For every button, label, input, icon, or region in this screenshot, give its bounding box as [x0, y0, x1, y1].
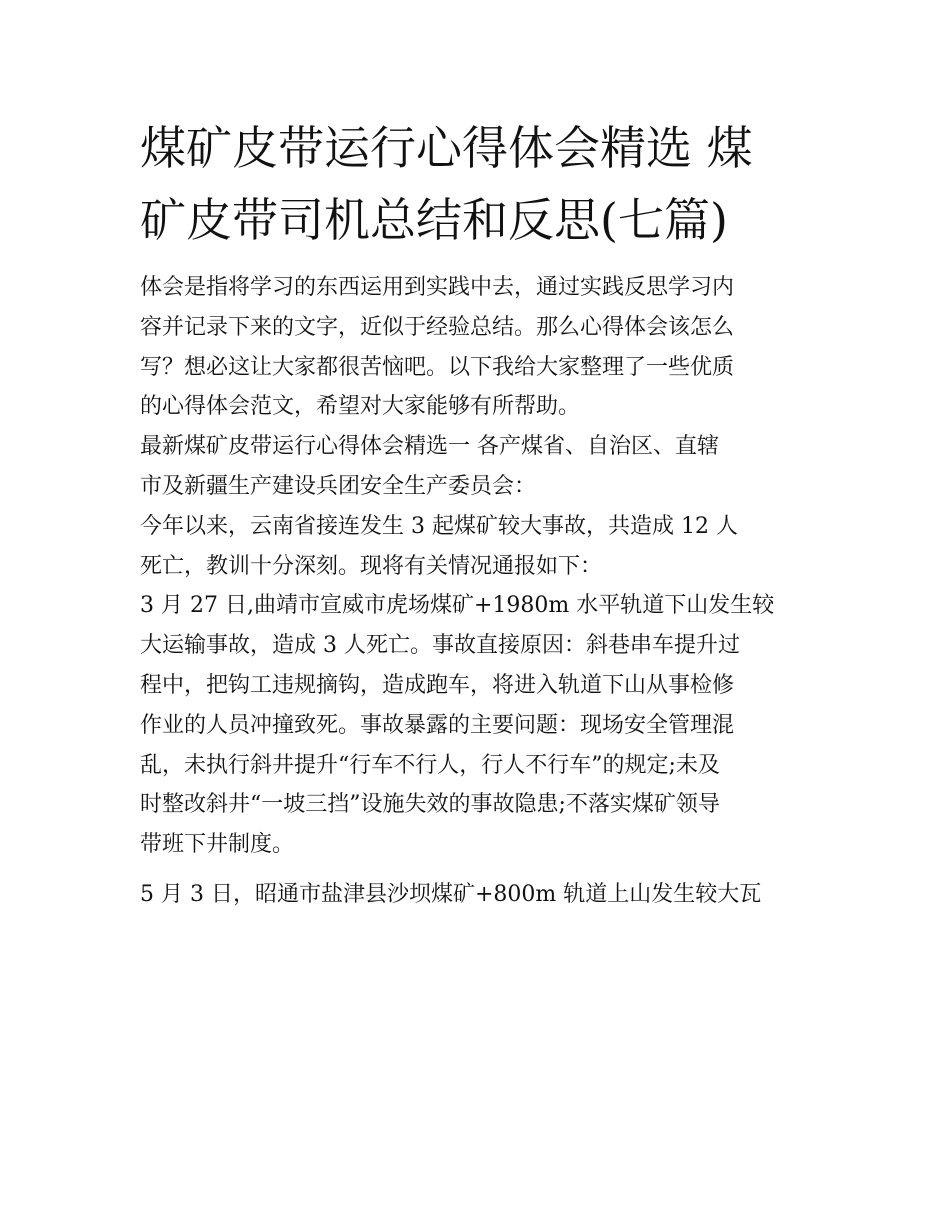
text-line: 带班下井制度。 [140, 832, 295, 858]
text-line: 5 月 3 日，昭通市盐津县沙坝煤矿+800m 轨道上山发生较大瓦 [140, 881, 762, 907]
text-line: 时整改斜井“一坡三挡”设施失效的事故隐患;不落实煤矿领导 [140, 792, 720, 818]
text-line: 容并记录下来的文字，近似于经验总结。那么心得体会该怎么 [140, 314, 735, 340]
title-line: 矿皮带司机总结和反思(七篇) [140, 193, 728, 247]
text-line: 程中，把钩工违规摘钩，造成跑车，将进入轨道下山从事检修 [140, 672, 735, 698]
document-page [140, 112, 812, 915]
text-line: 死亡，教训十分深刻。现将有关情况通报如下： [140, 553, 603, 579]
text-line: 市及新疆生产建设兵团安全生产委员会： [140, 473, 537, 499]
text-line: 3 月 27 日,曲靖市宣威市虎场煤矿+1980m 水平轨道下山发生较 [140, 593, 775, 619]
summary-paragraph [140, 507, 812, 587]
text-line: 乱，未执行斜井提升“行车不行人，行人不行车”的规定;未及 [140, 752, 720, 778]
section-heading-paragraph [140, 427, 812, 507]
text-line: 写？想必这让大家都很苦恼吧。以下我给大家整理了一些优质 [140, 354, 735, 380]
incident-paragraph [140, 875, 812, 915]
text-line: 今年以来，云南省接连发生 3 起煤矿较大事故，共造成 12 人 [140, 513, 738, 539]
text-line: 体会是指将学习的东西运用到实践中去，通过实践反思学习内 [140, 275, 735, 300]
text-line: 作业的人员冲撞致死。事故暴露的主要问题：现场安全管理混 [140, 712, 735, 738]
text-line: 最新煤矿皮带运行心得体会精选一 各产煤省、自治区、直辖 [140, 434, 719, 460]
document-title [140, 112, 812, 256]
incident-paragraph [140, 586, 812, 865]
title-line: 煤矿皮带运行心得体会精选 煤 [140, 121, 753, 175]
text-line: 的心得体会范文，希望对大家能够有所帮助。 [140, 394, 581, 420]
text-line: 大运输事故，造成 3 人死亡。事故直接原因：斜巷串车提升过 [140, 633, 740, 659]
intro-paragraph [140, 268, 812, 427]
